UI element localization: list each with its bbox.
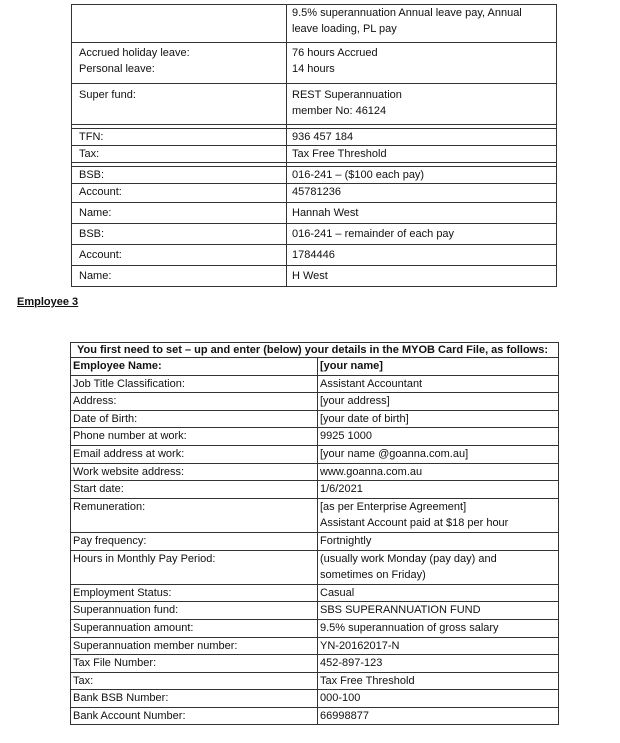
field-value-line: www.goanna.com.au bbox=[320, 465, 423, 478]
employee-details-table bbox=[71, 4, 557, 287]
field-value bbox=[318, 550, 559, 584]
value-cell bbox=[287, 224, 557, 245]
intro-text: You first need to set – up and enter (below) your details in the MYOB Card File, as follows: bbox=[71, 343, 559, 358]
field-label: Date of Birth: bbox=[71, 410, 318, 428]
table-row bbox=[72, 129, 557, 146]
field-value-line: [your date of birth] bbox=[320, 412, 409, 425]
table-row bbox=[72, 146, 557, 163]
label-cell bbox=[72, 184, 287, 203]
value-cell bbox=[287, 146, 557, 163]
card-file-row bbox=[71, 445, 559, 463]
label-cell bbox=[72, 129, 287, 146]
card-file-row bbox=[71, 410, 559, 428]
field-label: Job Title Classification: bbox=[71, 375, 318, 393]
table-row bbox=[72, 167, 557, 184]
value-cell bbox=[287, 184, 557, 203]
field-value-line: 9925 1000 bbox=[320, 430, 372, 443]
value-cell bbox=[287, 167, 557, 184]
card-file-row bbox=[71, 358, 559, 376]
account-value: 45781236 bbox=[292, 186, 341, 198]
field-label: Pay frequency: bbox=[71, 532, 318, 550]
field-value bbox=[318, 410, 559, 428]
field-label: Remuneration: bbox=[71, 498, 318, 532]
label-cell bbox=[72, 245, 287, 266]
field-value-line: SBS SUPERANNUATION FUND bbox=[320, 604, 481, 617]
card-file-row bbox=[71, 463, 559, 481]
field-value-line: Casual bbox=[320, 586, 355, 599]
field-value bbox=[318, 498, 559, 532]
tfn-label: TFN: bbox=[79, 131, 104, 143]
card-file-row bbox=[71, 532, 559, 550]
card-file-row bbox=[71, 619, 559, 637]
field-value bbox=[318, 672, 559, 690]
label-cell bbox=[72, 167, 287, 184]
field-value-line: [your name] bbox=[320, 360, 383, 372]
bsb-value: 016-241 – remainder of each pay bbox=[292, 228, 455, 240]
field-label: Superannuation member number: bbox=[71, 637, 318, 655]
field-label: Hours in Monthly Pay Period: bbox=[71, 550, 318, 584]
field-value-line: [your name @goanna.com.au] bbox=[320, 447, 469, 460]
field-label: Superannuation amount: bbox=[71, 619, 318, 637]
field-value bbox=[318, 532, 559, 550]
field-value-line: 452-897-123 bbox=[320, 657, 383, 670]
table-row bbox=[72, 224, 557, 245]
super-fund-value: REST Superannuation bbox=[292, 89, 402, 101]
label-cell bbox=[72, 203, 287, 224]
name-label: Name: bbox=[79, 270, 112, 282]
card-file-row bbox=[71, 655, 559, 673]
super-member-value: member No: 46124 bbox=[292, 105, 387, 117]
field-label: Employee Name: bbox=[71, 358, 318, 376]
table-row bbox=[72, 184, 557, 203]
value-cell bbox=[287, 203, 557, 224]
field-value bbox=[318, 393, 559, 411]
field-label: Superannuation fund: bbox=[71, 602, 318, 620]
card-file-row bbox=[71, 602, 559, 620]
field-value-line: 66998877 bbox=[320, 709, 369, 722]
bsb-label: BSB: bbox=[79, 169, 105, 181]
field-value-line: 9.5% superannuation of gross salary bbox=[320, 621, 499, 634]
field-value-line: Fortnightly bbox=[320, 534, 372, 547]
name-label: Name: bbox=[79, 207, 112, 219]
card-file-row bbox=[71, 393, 559, 411]
field-label: Bank BSB Number: bbox=[71, 690, 318, 708]
card-file-row bbox=[71, 481, 559, 499]
label-cell bbox=[72, 84, 287, 125]
name-value: Hannah West bbox=[292, 207, 359, 219]
field-value-line: YN-20162017-N bbox=[320, 639, 400, 652]
field-value-line: sometimes on Friday) bbox=[320, 569, 426, 582]
card-file-row bbox=[71, 637, 559, 655]
bsb-label: BSB: bbox=[79, 228, 105, 240]
holiday-leave-label: Accrued holiday leave: bbox=[79, 47, 190, 59]
field-value-line: Tax Free Threshold bbox=[320, 674, 415, 687]
field-value bbox=[318, 619, 559, 637]
empty-label-cell bbox=[72, 5, 287, 43]
value-cell bbox=[287, 266, 557, 287]
value-cell bbox=[287, 5, 557, 43]
table-row bbox=[72, 245, 557, 266]
card-file-table bbox=[70, 342, 559, 725]
label-cell bbox=[72, 43, 287, 84]
field-label: Address: bbox=[71, 393, 318, 411]
label-cell bbox=[72, 224, 287, 245]
field-value bbox=[318, 584, 559, 602]
field-label: Tax File Number: bbox=[71, 655, 318, 673]
field-value bbox=[318, 375, 559, 393]
personal-leave-value: 14 hours bbox=[292, 63, 335, 75]
name-value: H West bbox=[292, 270, 328, 282]
super-fund-label: Super fund: bbox=[79, 89, 136, 101]
field-value-line: Assistant Account paid at $18 per hour bbox=[320, 517, 509, 530]
field-value bbox=[318, 358, 559, 376]
field-value-line: [your address] bbox=[320, 395, 390, 408]
field-label: Start date: bbox=[71, 481, 318, 499]
card-file-row bbox=[71, 672, 559, 690]
field-label: Phone number at work: bbox=[71, 428, 318, 446]
value-cell bbox=[287, 43, 557, 84]
field-value-line: 1/6/2021 bbox=[320, 483, 363, 496]
tfn-value: 936 457 184 bbox=[292, 131, 354, 143]
personal-leave-label: Personal leave: bbox=[79, 63, 155, 75]
value-cell bbox=[287, 129, 557, 146]
account-label: Account: bbox=[79, 249, 122, 261]
card-file-row bbox=[71, 550, 559, 584]
intro-row bbox=[71, 343, 559, 358]
label-cell bbox=[72, 146, 287, 163]
employee-3-heading: Employee 3 bbox=[17, 296, 79, 308]
card-file-body bbox=[71, 343, 559, 725]
field-value bbox=[318, 690, 559, 708]
field-value-line: [as per Enterprise Agreement] bbox=[320, 500, 467, 513]
field-value bbox=[318, 428, 559, 446]
table-row bbox=[72, 266, 557, 287]
field-value bbox=[318, 707, 559, 725]
leave-pay-line-1: 9.5% superannuation Annual leave pay, Annual bbox=[292, 7, 522, 19]
label-cell bbox=[72, 266, 287, 287]
field-value-line: (usually work Monday (pay day) and bbox=[320, 552, 497, 565]
account-value: 1784446 bbox=[292, 249, 335, 261]
tax-label: Tax: bbox=[79, 148, 100, 160]
holiday-leave-value: 76 hours Accrued bbox=[292, 47, 378, 59]
field-value bbox=[318, 655, 559, 673]
table-row bbox=[72, 43, 557, 84]
value-cell bbox=[287, 84, 557, 125]
field-value-line: Assistant Accountant bbox=[320, 377, 423, 390]
field-label: Email address at work: bbox=[71, 445, 318, 463]
card-file-row bbox=[71, 428, 559, 446]
field-value bbox=[318, 602, 559, 620]
tax-value: Tax Free Threshold bbox=[292, 148, 387, 160]
field-label: Work website address: bbox=[71, 463, 318, 481]
account-label: Account: bbox=[79, 186, 122, 198]
card-file-row bbox=[71, 498, 559, 532]
table-row bbox=[72, 203, 557, 224]
field-label: Bank Account Number: bbox=[71, 707, 318, 725]
field-label: Employment Status: bbox=[71, 584, 318, 602]
field-value bbox=[318, 637, 559, 655]
field-value-line: 000-100 bbox=[320, 692, 361, 705]
field-value bbox=[318, 445, 559, 463]
table-row bbox=[72, 84, 557, 125]
bsb-value: 016-241 – ($100 each pay) bbox=[292, 169, 425, 181]
value-cell bbox=[287, 245, 557, 266]
leave-pay-line-2: leave loading, PL pay bbox=[292, 23, 397, 35]
field-value bbox=[318, 463, 559, 481]
field-label: Tax: bbox=[71, 672, 318, 690]
card-file-row bbox=[71, 584, 559, 602]
table-row bbox=[72, 5, 557, 43]
field-value bbox=[318, 481, 559, 499]
card-file-row bbox=[71, 707, 559, 725]
card-file-row bbox=[71, 690, 559, 708]
card-file-row bbox=[71, 375, 559, 393]
